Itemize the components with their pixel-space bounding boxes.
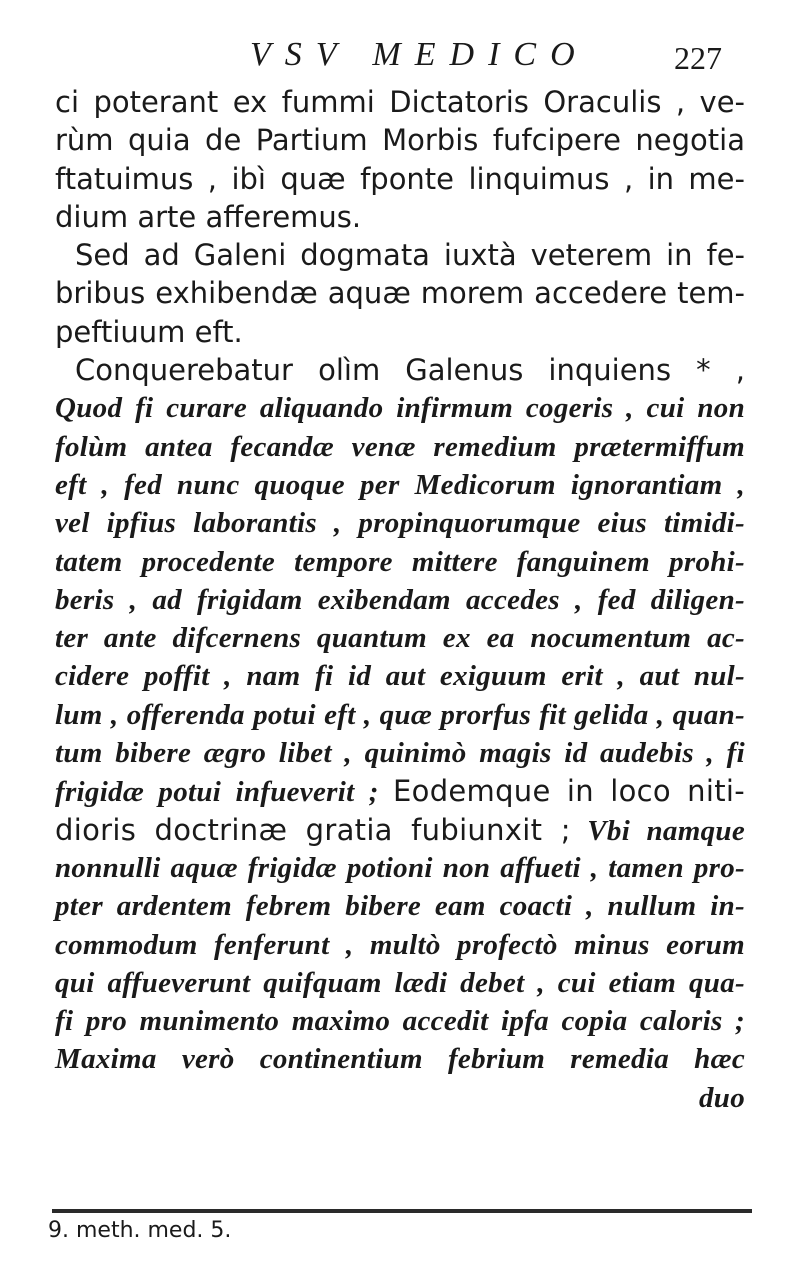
running-title: VSV MEDICO: [250, 36, 589, 73]
quote-line: tum bibere ægro libet , quinimò magis id audebis , fi: [55, 737, 745, 770]
quote-line: ter ante difcernens quantum ex ea nocumentum ac-: [55, 622, 745, 655]
footer-rule: [52, 1209, 752, 1213]
text-line: Sed ad Galeni dogmata iuxtà veterem in fe-: [75, 238, 745, 273]
text-line: rùm quia de Partium Morbis fufcipere negotia: [55, 123, 745, 158]
quote-line: nonnulli aquæ frigidæ potioni non affueti , tamen pro-: [55, 851, 745, 884]
quote-line: qui affueverunt quifquam lædi debet , cui etiam qua-: [55, 966, 745, 999]
page-number: 227: [674, 40, 722, 76]
mixed-line: [55, 772, 745, 810]
footnote: 9. meth. med. 5.: [48, 1218, 232, 1243]
text-line: dium arte afferemus.: [55, 199, 362, 234]
quote-line: fi pro munimento maximo accedit ipfa copia caloris ;: [55, 1005, 745, 1038]
text-line: ci poterant ex fummi Dictatoris Oraculis , ve-: [55, 85, 745, 119]
quote-segment: Vbi namque: [587, 814, 745, 847]
quote-line: vel ipfius laborantis , propinquorumque eius timidi-: [55, 507, 745, 540]
quote-line: folùm antea fecandæ venæ remedium prætermiffum: [55, 430, 745, 463]
text-segment: dioris doctrinæ gratia fubiunxit ;: [55, 812, 571, 847]
quote-line: Quod fi curare aliquando infirmum cogeris , cui non: [55, 392, 745, 425]
body-text: [55, 83, 745, 1117]
text-line: bribus exhibendæ aquæ morem accedere tem-: [55, 276, 745, 311]
catchword: duo: [698, 1081, 745, 1114]
quote-line: Maxima verò continentium febrium remedia hæc: [55, 1043, 745, 1076]
mixed-line: [55, 811, 745, 849]
text-segment: Eodemque in loco niti-: [393, 774, 746, 809]
quote-line: beris , ad frigidam exibendam accedes , fed diligen-: [55, 583, 745, 616]
quote-segment: frigidæ potui infueverit ;: [55, 776, 379, 809]
quote-line: tatem procedente tempore mittere fanguinem prohi-: [55, 545, 745, 578]
text-line: ftatuimus , ibì quæ fponte linquimus , in me-: [55, 161, 745, 196]
text-line: peftiuum eft.: [55, 314, 243, 349]
quote-line: commodum fenferunt , multò profectò minus eorum: [55, 928, 745, 961]
quote-line: lum , offerenda potui eft , quæ prorfus fit gelida , quan-: [55, 698, 745, 731]
quote-line: pter ardentem febrem bibere eam coacti , nullum in-: [55, 890, 745, 923]
quote-line: cidere poffit , nam fi id aut exiguum erit , aut nul-: [55, 660, 745, 693]
text-line: Conquerebatur olìm Galenus inquiens * ,: [75, 353, 745, 388]
quote-line: eft , fed nunc quoque per Medicorum ignorantiam ,: [55, 468, 745, 501]
page-header: [0, 20, 801, 80]
